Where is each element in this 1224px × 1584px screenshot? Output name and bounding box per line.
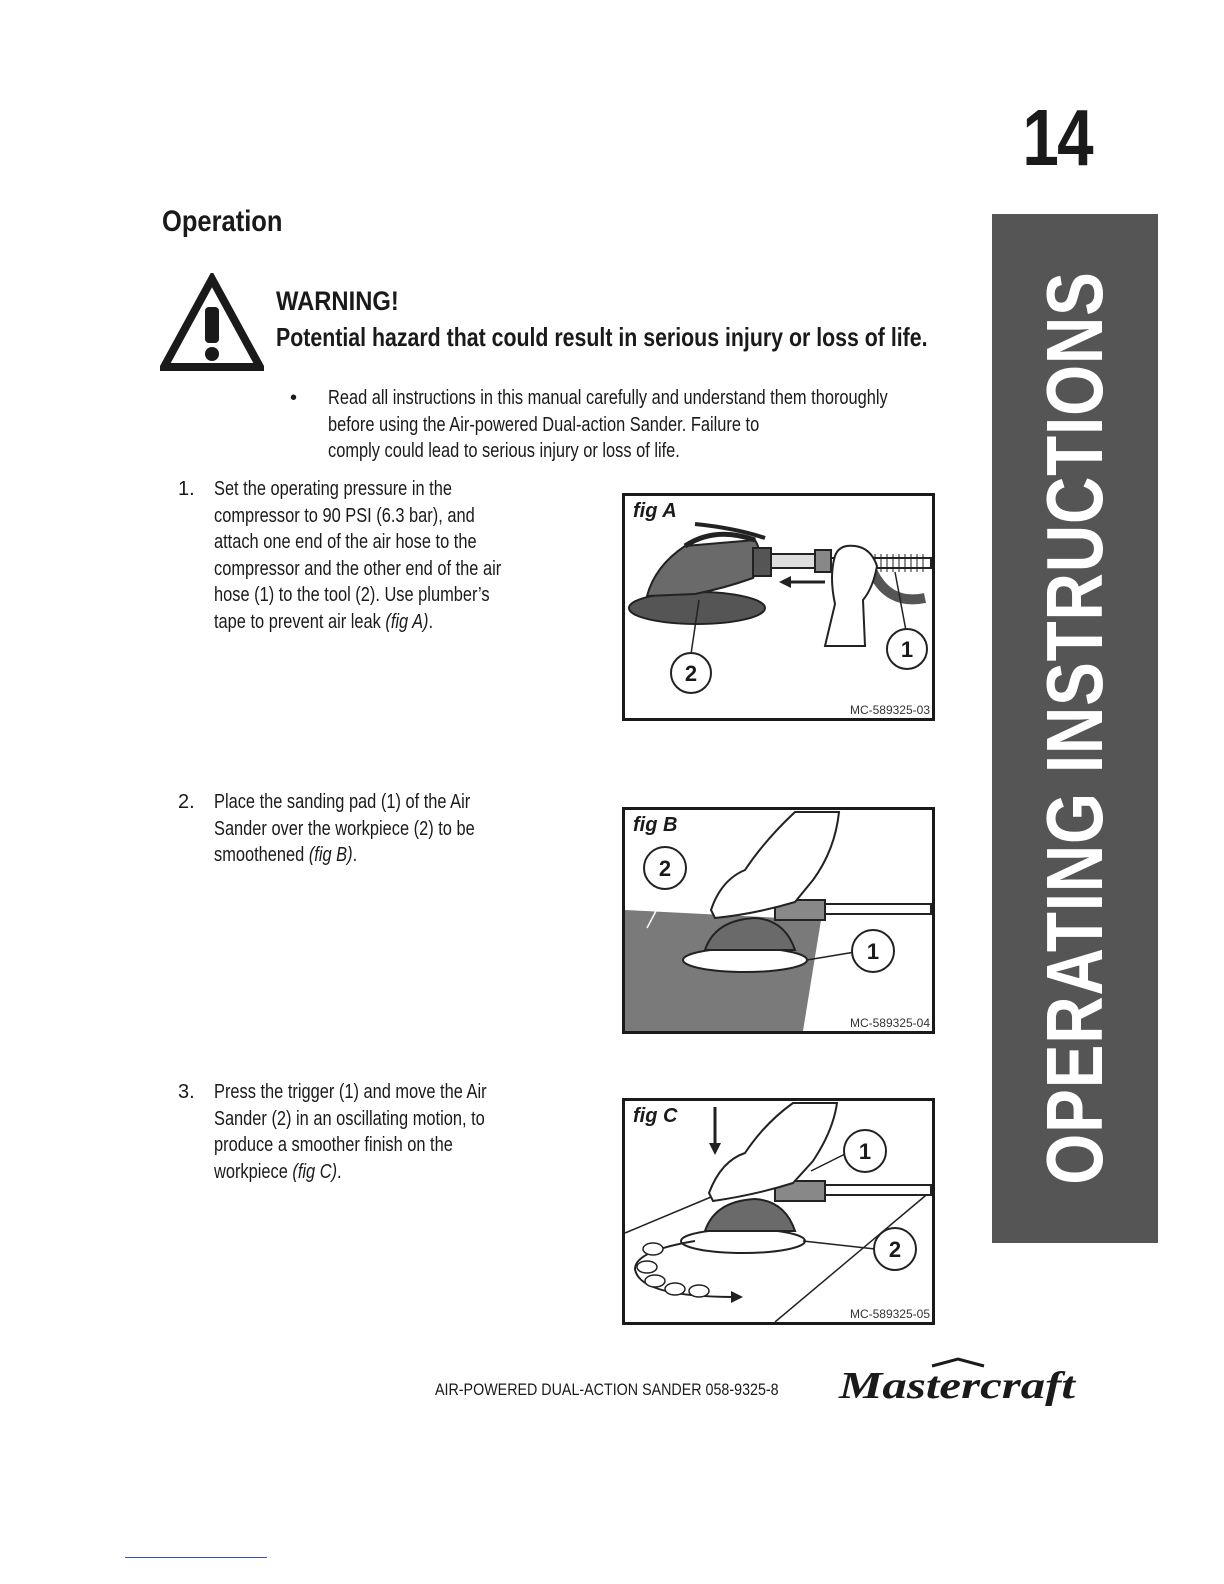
page-number: 14 [1022, 93, 1092, 182]
callout-2: 2 [684, 661, 698, 686]
figure-a [622, 493, 935, 721]
figure-c [622, 1098, 935, 1325]
callout-1: 1 [900, 637, 914, 662]
side-tab-label: OPERATING INSTRUCTIONS [1030, 271, 1119, 1185]
brand-logo [836, 1356, 1078, 1406]
sander-oscillating-illustration [625, 1101, 932, 1322]
callout-2: 2 [888, 1237, 902, 1262]
warning-triangle-icon [160, 273, 264, 371]
step-text: Press the trigger (1) and move the Air Sander (2) in an oscillating motion, to produce a smoother finish on the workpiece (fig C). [214, 1081, 487, 1183]
callout-2: 2 [658, 856, 672, 881]
section-title: Operation [162, 205, 283, 238]
figure-label: fig C [633, 1105, 678, 1127]
callout-1: 1 [858, 1139, 872, 1164]
warning-subtitle: Potential hazard that could result in serious injury or loss of life. [276, 322, 928, 352]
bullet-icon: • [290, 387, 298, 409]
sander-hose-illustration [625, 496, 932, 718]
step-number: 2. [178, 791, 195, 813]
figure-code: MC-589325-05 [849, 1307, 930, 1321]
side-tab [992, 214, 1158, 1243]
figure-code: MC-589325-03 [849, 703, 930, 717]
callout-1: 1 [866, 939, 880, 964]
warning-bullet: Read all instructions in this manual carefully and understand them thoroughly before using the Air-powered Dual-action Sander. Failure to comply could lead to serious injury or loss of life. [328, 387, 888, 462]
bottom-rule [125, 1557, 267, 1558]
footer-product: AIR-POWERED DUAL-ACTION SANDER 058-9325-8 [435, 1380, 779, 1399]
figure-label: fig A [633, 500, 677, 522]
sander-on-workpiece-illustration [625, 810, 932, 1031]
figure-b [622, 807, 935, 1034]
figure-code: MC-589325-04 [849, 1016, 930, 1030]
brand-logo-text: Mastercraft [837, 1365, 1077, 1406]
warning-title: WARNING! [276, 286, 399, 316]
step-text: Set the operating pressure in the compressor to 90 PSI (6.3 bar), and attach one end of the air hose to the compressor and the other end of the air hose (1) to the tool (2). Use plumber’s tape to prevent air leak (fig A). [214, 478, 502, 633]
step-number: 1. [178, 478, 195, 500]
step-number: 3. [178, 1081, 195, 1103]
figure-label: fig B [633, 814, 678, 836]
step-text: Place the sanding pad (1) of the Air Sander over the workpiece (2) to be smoothened (fig B). [214, 791, 475, 866]
